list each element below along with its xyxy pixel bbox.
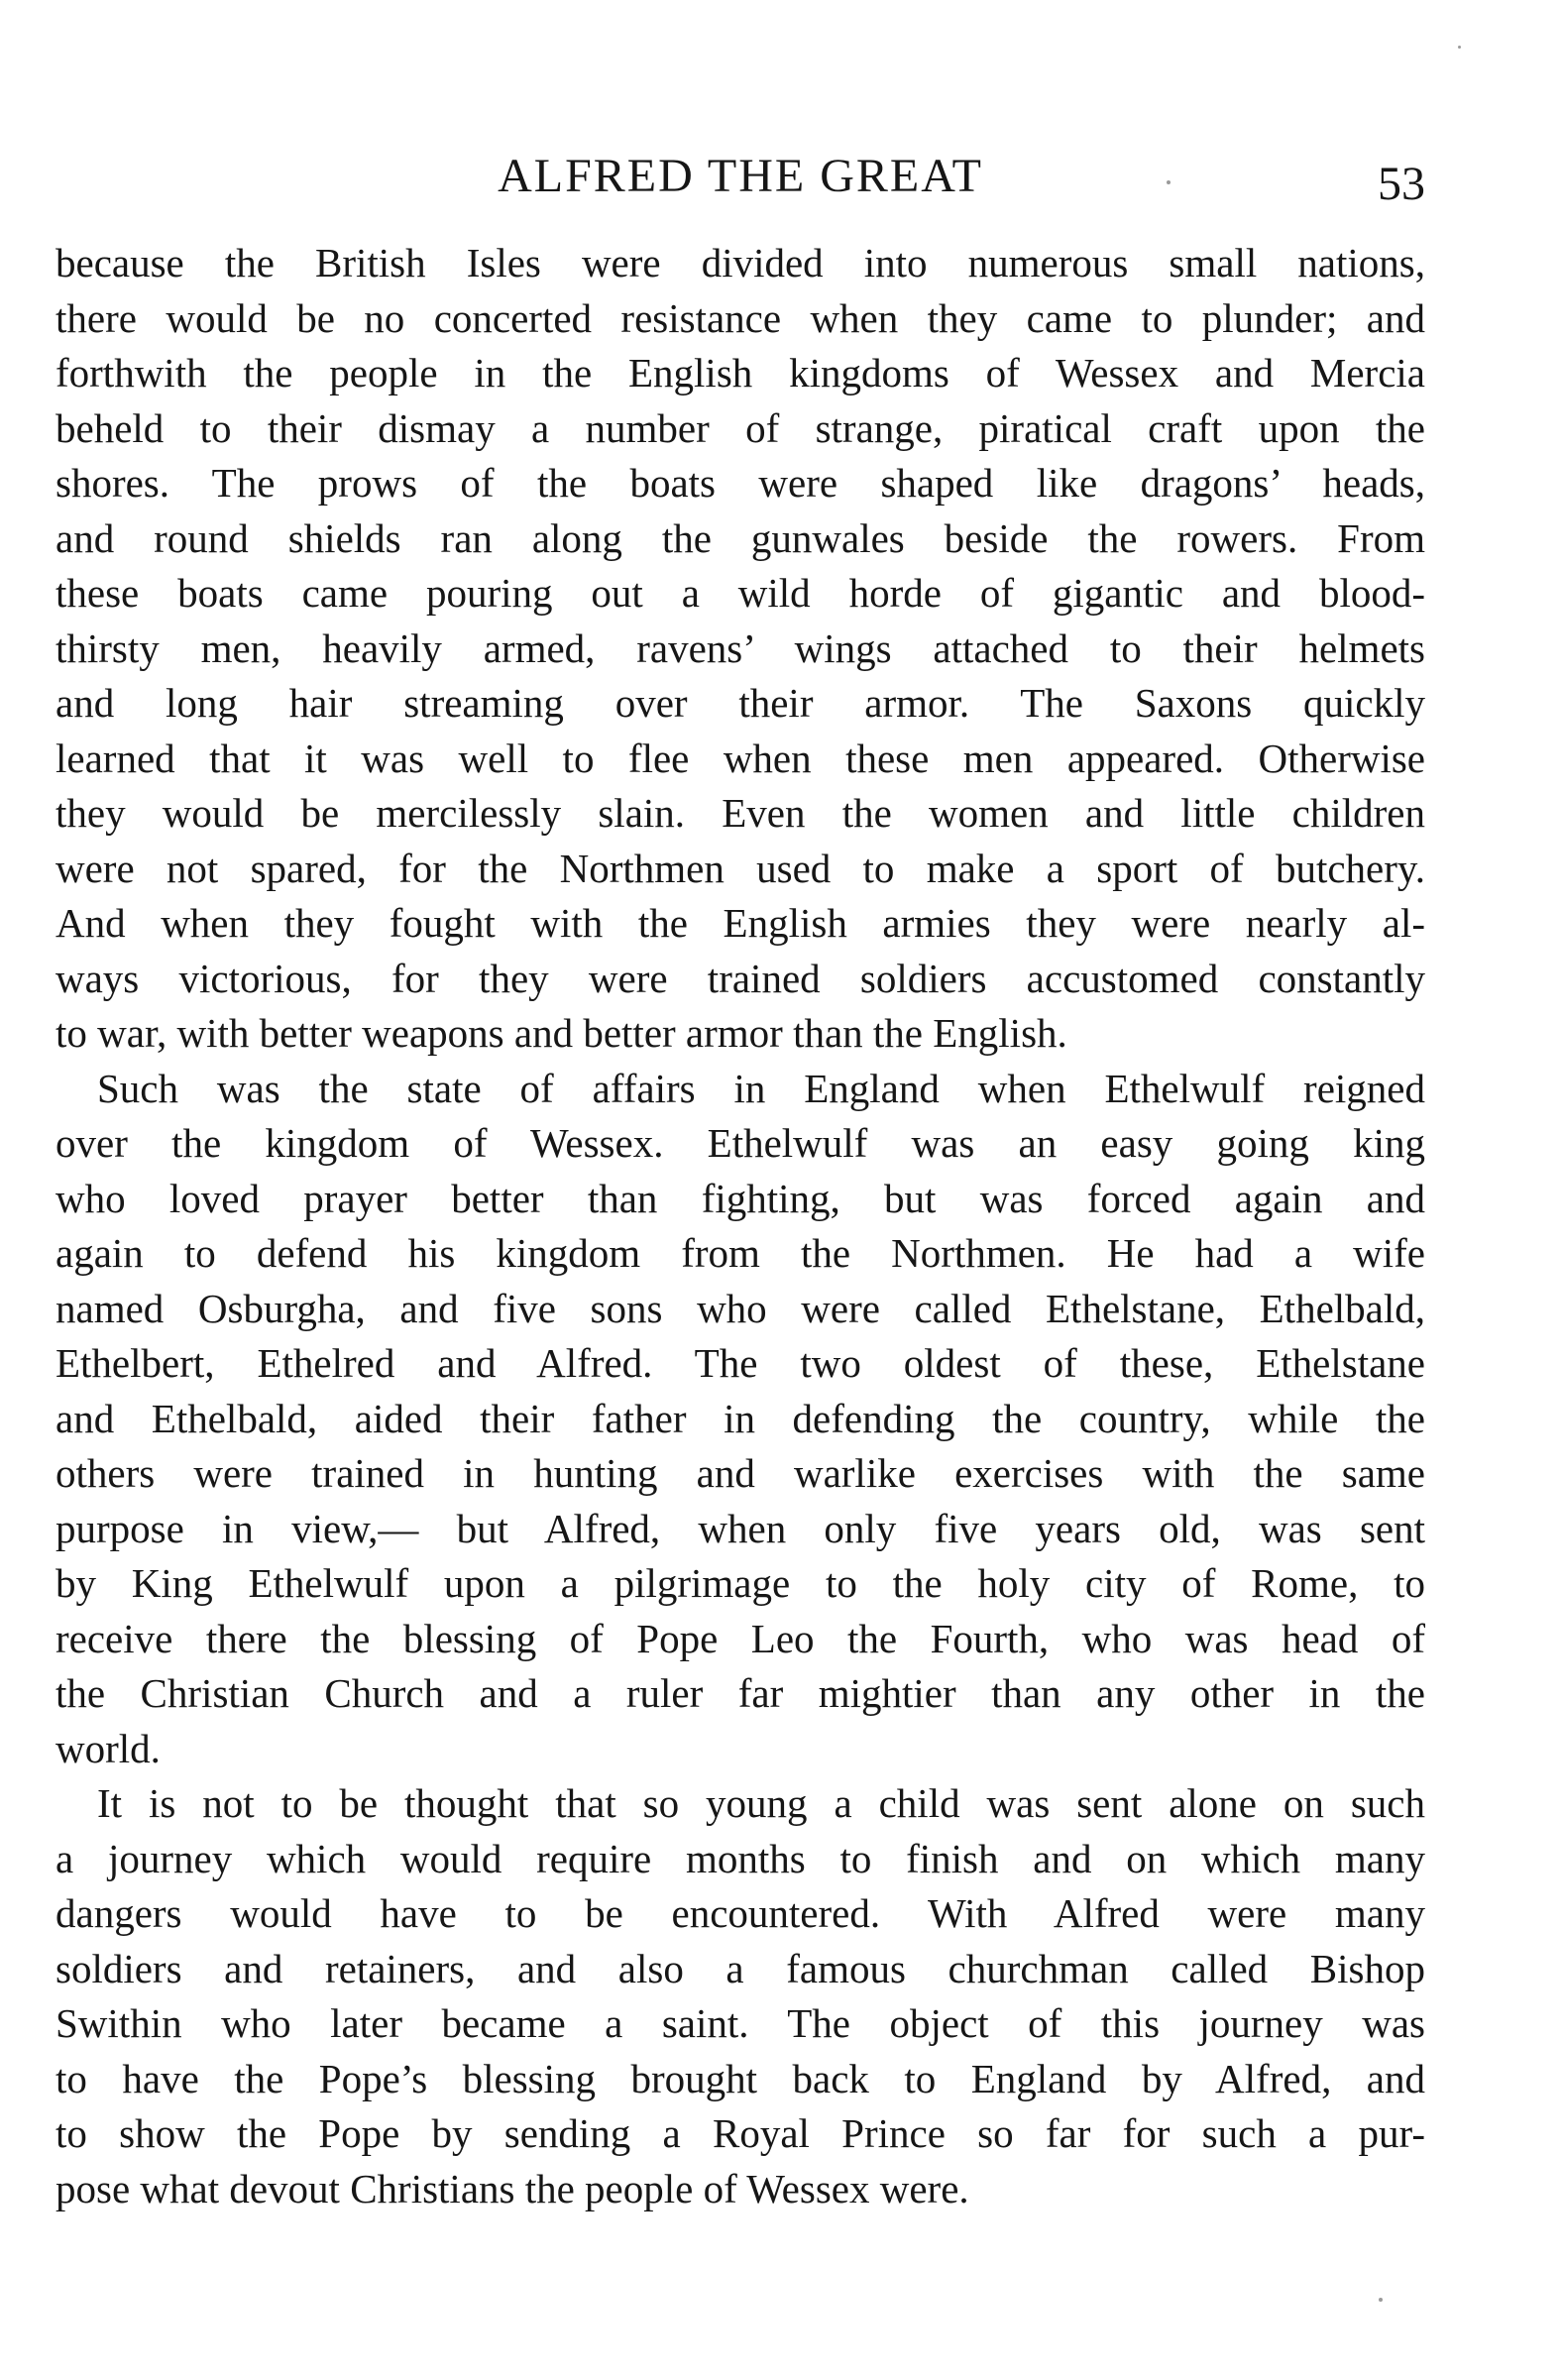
print-speck xyxy=(1167,180,1171,184)
text-line: learned that it was well to flee when these men appeared. Otherwise xyxy=(56,735,1425,781)
text-line: to have the Pope’s blessing brought back to England by Alfred, and xyxy=(56,2055,1425,2101)
text-line: soldiers and retainers, and also a famous churchman called Bishop xyxy=(56,1945,1425,1991)
text-line: purpose in view,— but Alfred, when only five years old, was sent xyxy=(56,1505,1425,1551)
running-header xyxy=(56,147,1425,218)
text-line: the Christian Church and a ruler far mightier than any other in the xyxy=(56,1670,1425,1716)
text-line: Ethelbert, Ethelred and Alfred. The two oldest of these, Ethelstane xyxy=(56,1340,1425,1386)
text-line: because the British Isles were divided into numerous small nations, xyxy=(56,240,1425,285)
text-line: these boats came pouring out a wild horde of gigantic and blood- xyxy=(56,570,1425,616)
text-line: forthwith the people in the English kingdoms of Wessex and Mercia xyxy=(56,350,1425,396)
paragraph xyxy=(56,1062,1425,1777)
text-line: and round shields ran along the gunwales beside the rowers. From xyxy=(56,514,1425,561)
text-line: Swithin who later became a saint. The object of this journey was xyxy=(56,2000,1425,2046)
text-line: It is not to be thought that so young a child was sent alone on such xyxy=(97,1780,1425,1826)
text-line: over the kingdom of Wessex. Ethelwulf was an easy going king xyxy=(56,1120,1425,1166)
text-line: to show the Pope by sending a Royal Prince so far for such a pur- xyxy=(56,2110,1425,2156)
text-line: receive there the blessing of Pope Leo the Fourth, who was head of xyxy=(56,1615,1425,1661)
text-line: dangers would have to be encountered. With Alfred were many xyxy=(56,1890,1425,1936)
paragraph xyxy=(56,236,1425,1062)
running-title: ALFRED THE GREAT xyxy=(498,150,983,202)
text-line: ways victorious, for they were trained soldiers accustomed constantly xyxy=(56,955,1425,1001)
text-line: who loved prayer better than fighting, but was forced again and xyxy=(56,1175,1425,1221)
text-line: Such was the state of affairs in England when Ethelwulf reigned xyxy=(97,1065,1425,1111)
text-line: And when they fought with the English armies they were nearly al- xyxy=(56,900,1425,946)
print-speck xyxy=(1458,46,1461,49)
text-line: named Osburgha, and five sons who were called Ethelstane, Ethelbald, xyxy=(56,1285,1425,1331)
text-line: and Ethelbald, aided their father in defending the country, while the xyxy=(56,1395,1425,1441)
text-line: there would be no concerted resistance when they came to plunder; and xyxy=(56,294,1425,341)
text-line: were not spared, for the Northmen used to make a sport of butchery. xyxy=(56,845,1425,891)
text-line: again to defend his kingdom from the Northmen. He had a wife xyxy=(56,1230,1425,1276)
text-line: others were trained in hunting and warlike exercises with the same xyxy=(56,1450,1425,1496)
text-line: and long hair streaming over their armor. The Saxons quickly xyxy=(56,680,1425,726)
print-speck xyxy=(1379,2298,1383,2302)
text-line: shores. The prows of the boats were shaped like dragons’ heads, xyxy=(56,460,1425,506)
paragraph xyxy=(56,1776,1425,2216)
text-line: a journey which would require months to finish and on which many xyxy=(56,1835,1425,1881)
page-number: 53 xyxy=(1378,158,1425,210)
text-line: pose what devout Christians the people of Wessex were. xyxy=(56,2165,969,2211)
text-line: thirsty men, heavily armed, ravens’ wings attached to their helmets xyxy=(56,624,1425,671)
text-line: they would be mercilessly slain. Even the women and little children xyxy=(56,790,1425,836)
text-line: beheld to their dismay a number of strange, piratical craft upon the xyxy=(56,404,1425,451)
text-line: to war, with better weapons and better armor than the English. xyxy=(56,1010,1067,1056)
text-line: by King Ethelwulf upon a pilgrimage to the holy city of Rome, to xyxy=(56,1560,1425,1606)
text-line: world. xyxy=(56,1725,161,1771)
body-text xyxy=(56,236,1425,2216)
